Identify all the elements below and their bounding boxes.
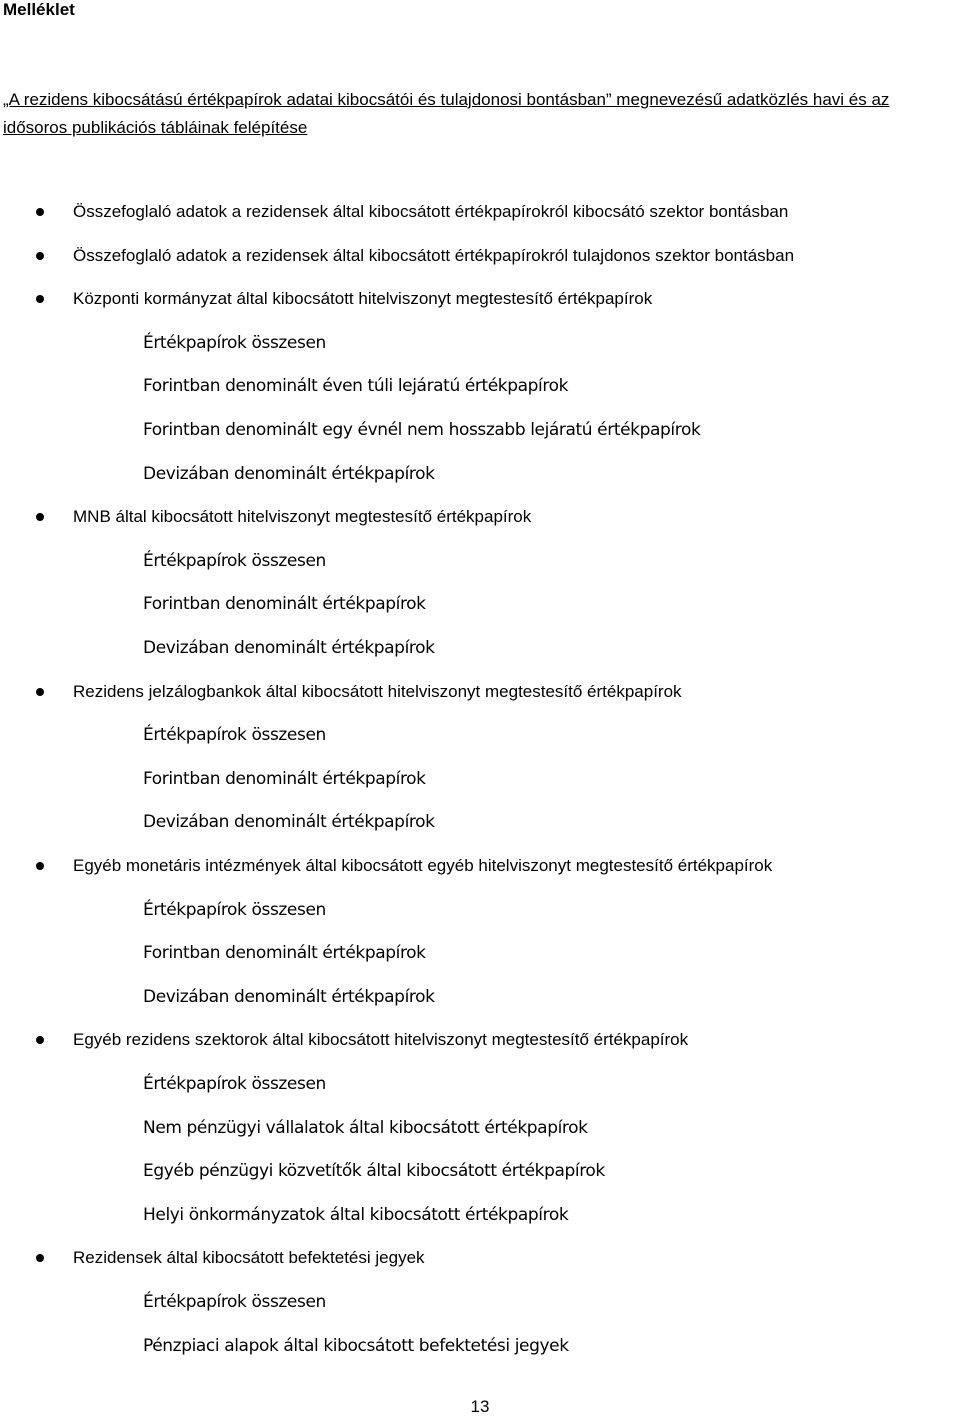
sub-list-item: Értékpapírok összesen <box>143 332 326 353</box>
list-item: Rezidensek által kibocsátott befektetési jegyek <box>73 1248 425 1268</box>
bullet-icon <box>36 1254 44 1262</box>
sub-list-item: Devizában denominált értékpapírok <box>143 812 435 833</box>
sub-list-item: Értékpapírok összesen <box>143 725 326 746</box>
bullet-icon <box>36 688 44 696</box>
list-item: Rezidens jelzálogbankok által kibocsátott hitelviszonyt megtestesítő értékpapírok <box>73 681 682 701</box>
sub-list-item: Egyéb pénzügyi közvetítők által kibocsátott értékpapírok <box>143 1161 605 1182</box>
sub-list-item: Forintban denominált egy évnél nem hosszabb lejáratú értékpapírok <box>143 420 701 440</box>
bullet-icon <box>36 252 44 260</box>
sub-list-item: Forintban denominált értékpapírok <box>143 768 426 789</box>
sub-list-item: Forintban denominált értékpapírok <box>143 943 426 964</box>
sub-list-item: Devizában denominált értékpapírok <box>143 463 435 484</box>
list-item: Egyéb rezidens szektorok által kibocsátott hitelviszonyt megtestesítő értékpapírok <box>73 1030 689 1050</box>
bullet-icon <box>36 862 44 870</box>
sub-list-item: Értékpapírok összesen <box>143 1292 326 1312</box>
sub-list-item: Forintban denominált értékpapírok <box>143 594 426 615</box>
sub-list-item: Értékpapírok összesen <box>143 899 326 920</box>
bullet-icon <box>36 208 44 216</box>
sub-list-item: Devizában denominált értékpapírok <box>143 986 435 1007</box>
sub-list-item: Pénzpiaci alapok által kibocsátott befektetési jegyek <box>143 1335 569 1356</box>
bullet-icon <box>36 295 44 303</box>
sub-list-item: Nem pénzügyi vállalatok által kibocsátott értékpapírok <box>143 1117 588 1138</box>
sub-list-item: Forintban denominált éven túli lejáratú értékpapírok <box>143 376 569 397</box>
bullet-icon <box>36 1036 44 1044</box>
list-item: MNB által kibocsátott hitelviszonyt megtestesítő értékpapírok <box>73 507 532 527</box>
sub-list-item: Helyi önkormányzatok által kibocsátott értékpapírok <box>143 1204 569 1225</box>
sub-list-item: Értékpapírok összesen <box>143 550 326 571</box>
list-item: Központi kormányzat által kibocsátott hitelviszonyt megtestesítő értékpapírok <box>73 289 653 309</box>
sub-list-item: Devizában denominált értékpapírok <box>143 638 435 658</box>
list-item: Egyéb monetáris intézmények által kibocsátott egyéb hitelviszonyt megtestesítő értékpapírok <box>73 856 773 875</box>
list-item: Összefoglaló adatok a rezidensek által kibocsátott értékpapírokról kibocsátó szektor bontásban <box>73 202 789 221</box>
bullet-icon <box>36 513 44 521</box>
document-subtitle: „A rezidens kibocsátású értékpapírok adatai kibocsátói és tulajdonosi bontásban” megnevezésű adatközlés havi és az idősoros publikációs tábláinak felépítése <box>3 90 890 137</box>
sub-list-item: Értékpapírok összesen <box>143 1074 326 1094</box>
list-item: Összefoglaló adatok a rezidensek által kibocsátott értékpapírokról tulajdonos szektor bontásban <box>73 245 795 265</box>
page-number: 13 <box>470 1397 490 1416</box>
page-heading: Melléklet <box>3 0 75 19</box>
